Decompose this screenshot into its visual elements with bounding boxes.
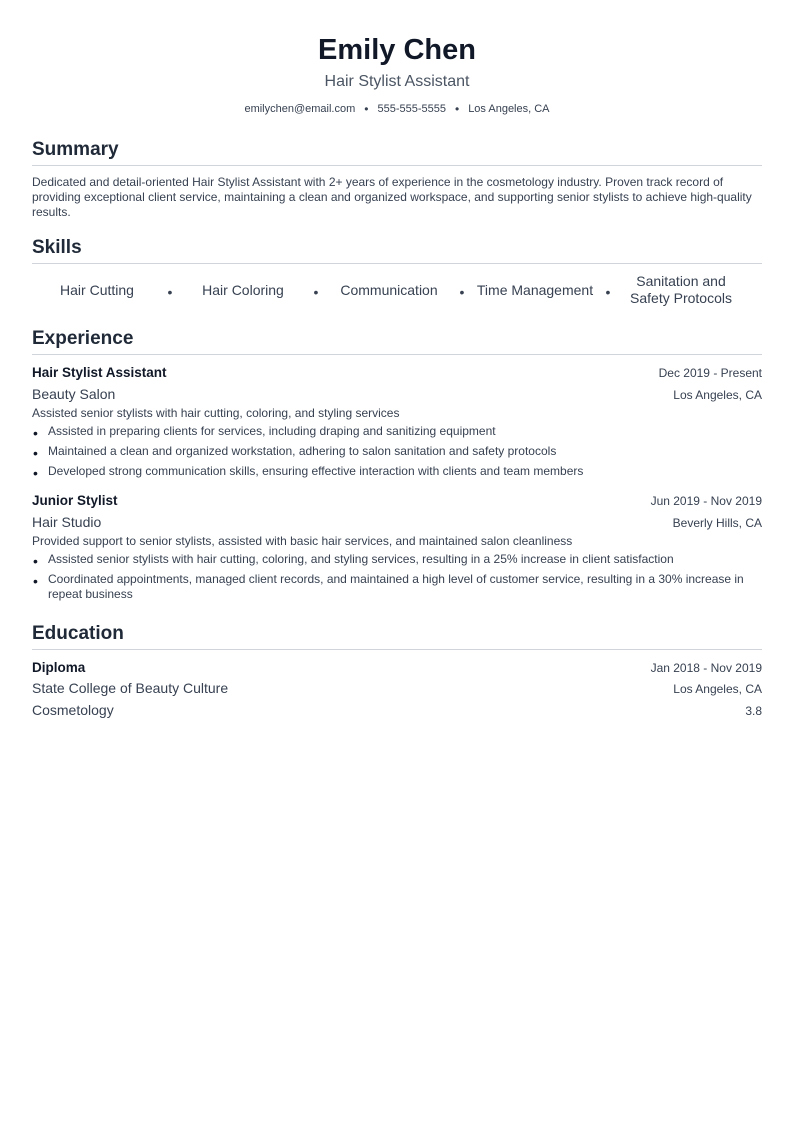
skills-list [32,273,762,307]
experience-heading: Experience [32,327,762,355]
summary-section [32,138,762,220]
skill-separator: • [459,284,465,300]
experience-entry [32,364,762,479]
summary-text: Dedicated and detail-oriented Hair Stylist Assistant with 2+ years of experience in the cosmetology industry. Proven track record of providing exceptional client service, maintaining a clean and organized workspace, and supporting senior stylists to achieve high-quality results. [32,175,752,219]
contact-email[interactable]: emilychen@email.com [244,103,356,115]
experience-section [32,327,762,602]
summary-heading: Summary [32,138,762,166]
skill-item: Hair Coloring [202,281,284,298]
education-heading: Education [32,622,762,650]
contact-location: Los Angeles, CA [468,103,550,115]
job-location: Los Angeles, CA [673,388,762,402]
job-bullet: • Coordinated appointments, managed client records, and maintained a high level of customer service, resulting in a 30% increase in repeat business [32,572,762,602]
skill-separator: • [167,284,173,300]
education-section [32,622,762,721]
school-location: Los Angeles, CA [673,682,762,696]
contact-separator: • [364,102,369,116]
contact-phone[interactable]: 555-555-5555 [377,103,446,115]
skill-separator: • [605,284,611,300]
job-bullets [32,424,762,479]
job-bullet: • Developed strong communication skills, ensuring effective interaction with clients and team members [32,464,762,479]
candidate-title: Hair Stylist Assistant [324,73,470,90]
contact-line [32,102,762,116]
job-bullet: • Maintained a clean and organized workstation, adhering to salon sanitation and safety protocols [32,444,762,459]
skill-item: Time Management [476,281,594,298]
job-title: Hair Stylist Assistant [32,365,167,380]
school-name: State College of Beauty Culture [32,680,229,696]
skill-item: Communication [340,281,438,298]
job-dates: Jun 2019 - Nov 2019 [650,494,762,508]
job-dates: Dec 2019 - Present [658,366,762,380]
skill-item: Sanitation and Safety Protocols [630,273,732,306]
company-name: Beauty Salon [32,386,116,402]
job-bullets [32,552,762,602]
gpa: 3.8 [745,704,762,718]
skill-item: Hair Cutting [60,281,134,298]
job-title: Junior Stylist [32,493,118,508]
job-description: Assisted senior stylists with hair cutting, coloring, and styling services [32,406,400,420]
experience-entry [32,492,762,602]
skills-section [32,236,762,307]
education-entry [32,659,762,721]
field-of-study: Cosmetology [32,702,114,718]
education-dates: Jan 2018 - Nov 2019 [650,661,762,675]
skills-heading: Skills [32,236,762,264]
resume-header [32,32,762,116]
job-location: Beverly Hills, CA [672,516,762,530]
job-bullet: • Assisted in preparing clients for services, including draping and sanitizing equipment [32,424,762,439]
degree: Diploma [32,660,86,675]
candidate-name: Emily Chen [318,34,476,66]
job-bullet: • Assisted senior stylists with hair cutting, coloring, and styling services, resulting in a 25% increase in client satisfaction [32,552,762,567]
contact-separator: • [454,102,460,116]
company-name: Hair Studio [32,514,102,530]
skill-separator: • [313,284,319,300]
job-description: Provided support to senior stylists, assisted with basic hair services, and maintained salon cleanliness [32,534,573,548]
